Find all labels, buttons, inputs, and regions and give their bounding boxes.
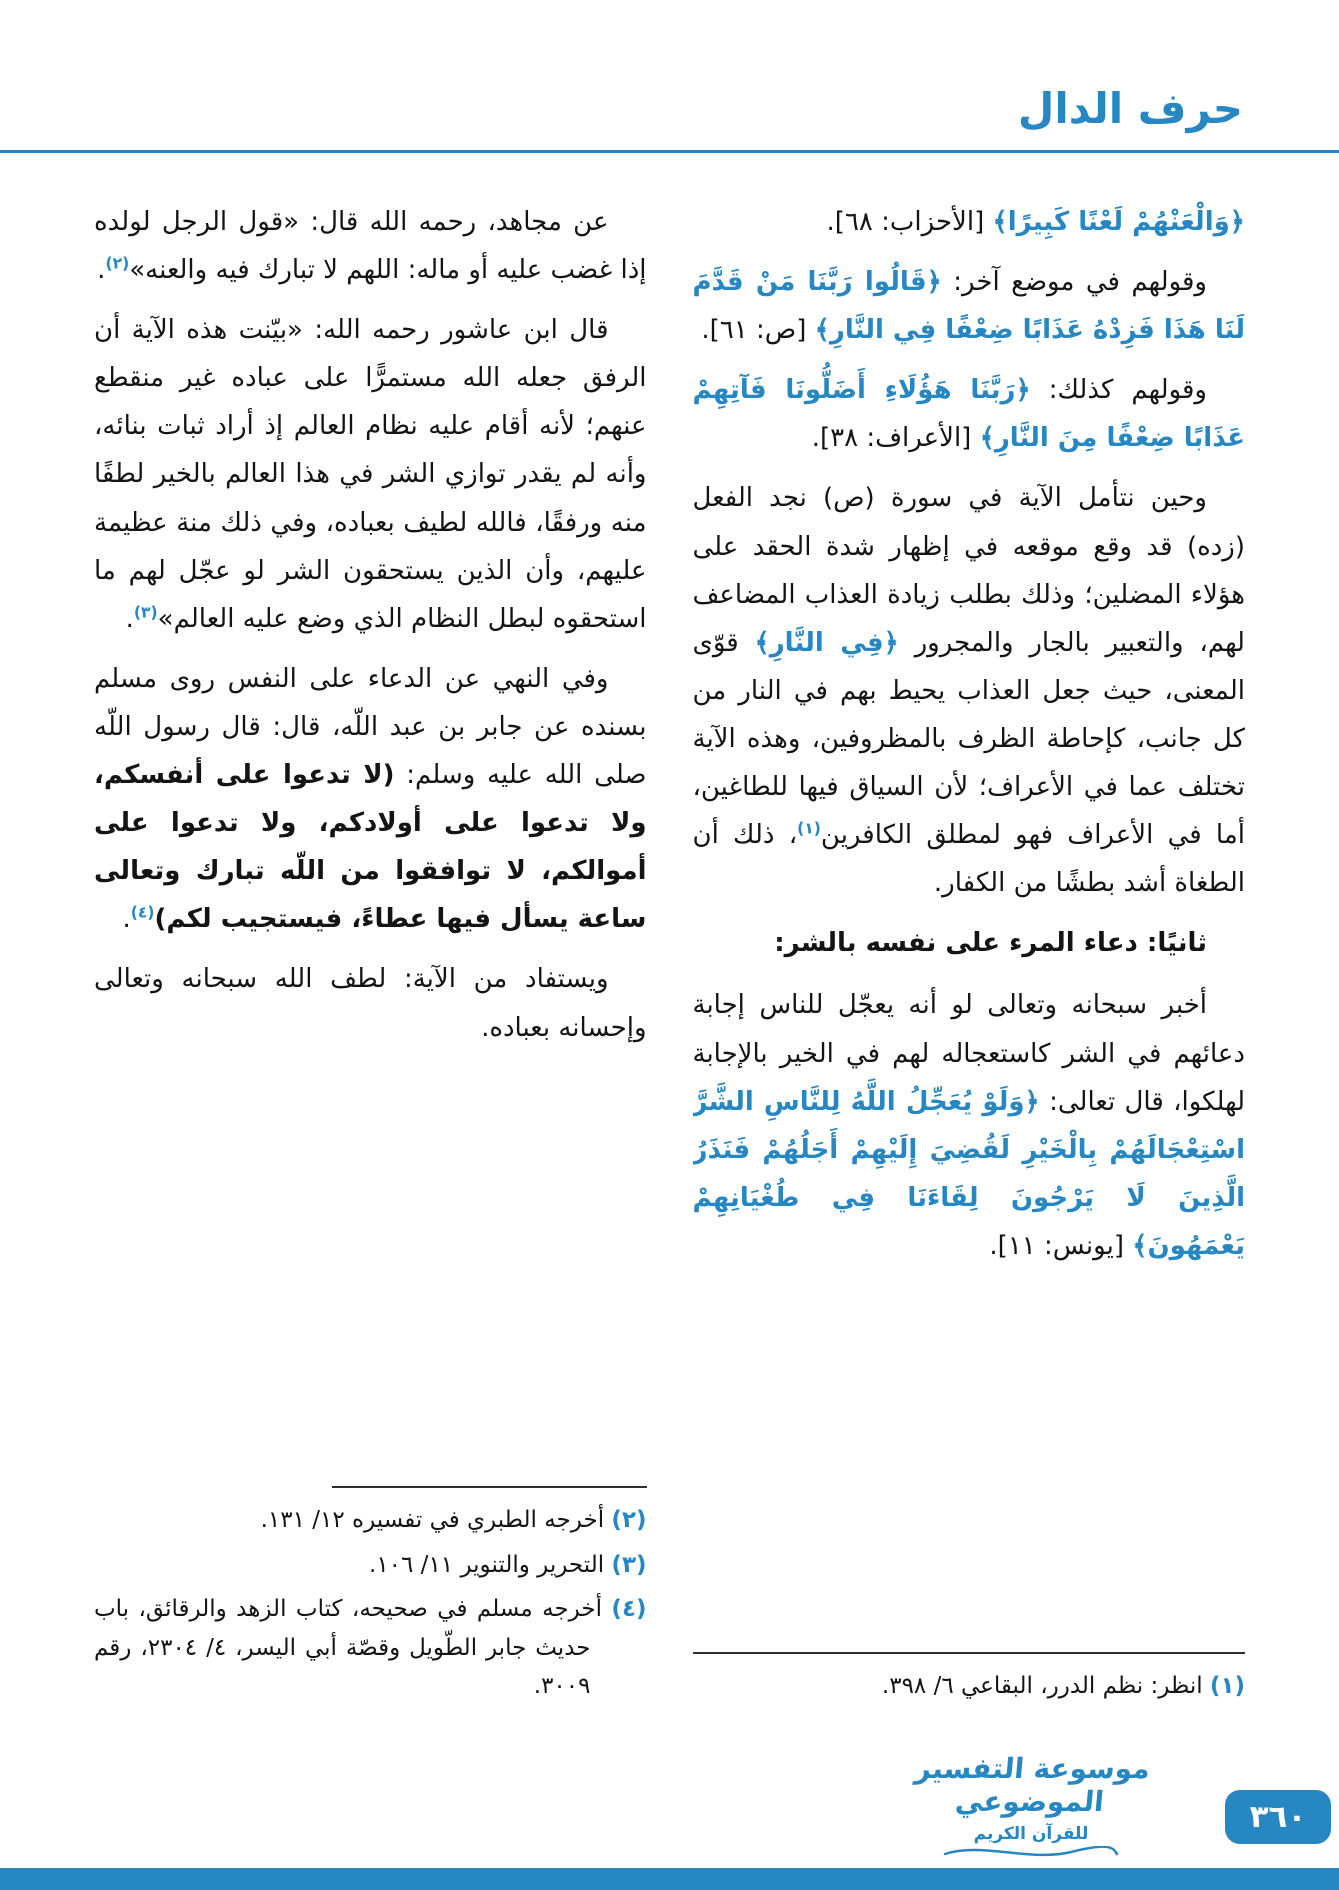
footnote-text: التحرير والتنوير ١١/ ١٠٦.: [369, 1551, 605, 1578]
body-text: .: [122, 904, 131, 935]
footnote-marker: (٣): [611, 1551, 647, 1578]
quran-quote: ﴿وَالْعَنْهُمْ لَعْنًا كَبِيرًا﴾: [992, 207, 1245, 237]
column-left-text: [94, 198, 647, 1064]
paragraph: [94, 655, 647, 944]
body-text: ويستفاد من الآية: لطف الله سبحانه وتعالى وإحسانه بعباده.: [94, 964, 647, 1043]
footnote-text: أخرجه مسلم في صحيحه، كتاب الزهد والرقائق، باب حديث جابر الطّويل وقصّة أبي اليسر، ٤/ ٢٣٠٤، رقم ٣٠٠٩.: [94, 1596, 602, 1700]
paragraph: [693, 366, 1246, 462]
chapter-title: حرف الدال: [1017, 84, 1243, 133]
column-right-footnotes: [693, 1652, 1246, 1712]
body-text: [يونس: ١١].: [989, 1230, 1133, 1261]
footnote: [94, 1546, 647, 1585]
publisher-emblem: [891, 1752, 1171, 1860]
body-text: قوّى المعنى، حيث جعل العذاب يحيط بهم في النار من كل جانب، كإحاطة الظرف بالمظروفين، وهذه الآية تختلف عما في الأعراف؛ لأن السياق فيها للطاغين، أما في الأعراف فهو لمطلق الكافرين: [692, 627, 1245, 851]
paragraph: [693, 198, 1246, 246]
emblem-title: موسوعة التفسير الموضوعي: [913, 1752, 1152, 1818]
footnote: [693, 1667, 1246, 1706]
body-text: .: [125, 603, 134, 634]
emblem-flourish-icon: [941, 1846, 1121, 1860]
paragraph: [94, 955, 647, 1051]
footnote-ref: (٣): [133, 603, 158, 622]
paragraph: [693, 258, 1246, 354]
paragraph: [94, 198, 647, 294]
footnote-text: انظر: نظم الدرر، البقاعي ٦/ ٣٩٨.: [881, 1673, 1203, 1700]
quran-quote: ﴿وَلَوْ يُعَجِّلُ اللَّهُ لِلنَّاسِ الشَّرَّ اسْتِعْجَالَهُمْ بِالْخَيْرِ لَقُضِيَ إِلَيْهِمْ أَجَلُهُمْ فَنَذَرُ الَّذِينَ لَا يَرْجُونَ لِقَاءَنَا فِي طُغْيَانِهِمْ يَعْمَهُونَ﴾: [692, 1086, 1245, 1261]
footnote-ref: (٢): [105, 254, 130, 273]
quran-quote: ﴿فِي النَّارِ﴾: [754, 627, 899, 658]
footnote-ref: (٤): [130, 903, 155, 922]
page-number-badge: ٣٦٠: [1225, 1790, 1331, 1844]
body-text: ، ذلك أن الطغاة أشد بطشًا من الكفار.: [692, 820, 1245, 899]
footnote-rule: [693, 1652, 1246, 1654]
body-text: ثانيًا: دعاء المرء على نفسه بالشر:: [774, 928, 1207, 959]
body-text: أخبر سبحانه وتعالى لو أنه يعجّل للناس إجابة دعائهم في الشر كاستعجاله لهم في الخير بالإجابة لهلكوا، قال تعالى:: [692, 990, 1245, 1117]
header-rule: [0, 150, 1339, 153]
column-right: [693, 198, 1246, 1712]
body-text: [ص: ٦١].: [701, 315, 815, 346]
body-text: وقولهم في موضع آخر:: [941, 267, 1207, 298]
column-left-footnotes: [94, 1486, 647, 1712]
body-text: قال ابن عاشور رحمه الله: «بيّنت هذه الآية أن الرفق جعله الله مستمرًّا على عباده غير منقطع عنهم؛ لأنه أقام عليه نظام العالم إذ أراد ثبات بنائه، وأنه لم يقدر توازي الشر في هذا العالم بالخير لطفًا منه ورفقًا، فالله لطيف بعباده، وفي ذلك منة عظيمة عليهم، وأن الذين يستحقون الشر لو عجّل لهم ما استحقوه لبطل النظام الذي وضع عليه العالم»: [94, 315, 647, 634]
hadith-text: (لا تدعوا على أنفسكم، ولا تدعوا على أولادكم، ولا تدعوا على أموالكم، لا توافقوا من اللّه تبارك وتعالى ساعة يسأل فيها عطاءً، فيستجيب لكم): [94, 760, 647, 935]
body-text: وحين نتأمل الآية في سورة (ص) نجد الفعل (زده) قد وقع موقعه في إظهار شدة الحقد على هؤلاء المضلين؛ وذلك بطلب زيادة العذاب المضاعف لهم، والتعبير بالجار والمجرور: [692, 483, 1245, 658]
quran-quote: ﴿رَبَّنَا هَؤُلَاءِ أَضَلُّونَا فَآتِهِمْ عَذَابًا ضِعْفًا مِنَ النَّارِ﴾: [692, 375, 1245, 454]
body-text: .: [97, 255, 106, 286]
bottom-bar: [0, 1868, 1339, 1890]
footnote-ref: (١): [797, 819, 821, 838]
body-text: [الأحزاب: ٦٨].: [826, 207, 993, 237]
body-text: [الأعراف: ٣٨].: [811, 423, 980, 454]
footnotes-list: [693, 1667, 1246, 1706]
footnotes-list: [94, 1501, 647, 1706]
footnote-rule: [332, 1486, 647, 1488]
quran-quote: ﴿قَالُوا رَبَّنَا مَنْ قَدَّمَ لَنَا هَذَا فَزِدْهُ عَذَابًا ضِعْفًا فِي النَّارِ﴾: [692, 267, 1245, 346]
footnote-marker: (٤): [611, 1596, 647, 1623]
paragraph: [693, 981, 1246, 1270]
body-text: وقولهم كذلك:: [1030, 375, 1207, 406]
body-text: وفي النهي عن الدعاء على النفس روى مسلم بسنده عن جابر بن عبد اللّه، قال: قال رسول اللّه صلى الله عليه وسلم:: [94, 663, 647, 791]
section-heading: [693, 919, 1246, 967]
content-columns: [94, 198, 1245, 1712]
footnote: [94, 1501, 647, 1540]
footnote-marker: (١): [1209, 1673, 1245, 1700]
footnote-marker: (٢): [611, 1506, 647, 1533]
column-left: [94, 198, 647, 1712]
paragraph: [94, 306, 647, 643]
emblem-subtitle: للقرآن الكريم: [973, 1824, 1089, 1844]
footnote-text: أخرجه الطبري في تفسيره ١٢/ ١٣١.: [260, 1506, 605, 1533]
paragraph: [693, 474, 1246, 907]
body-text: عن مجاهد، رحمه الله قال: «قول الرجل لولده إذا غضب عليه أو ماله: اللهم لا تبارك فيه والعنه»: [94, 207, 647, 286]
footnote: [94, 1590, 647, 1706]
column-right-text: [693, 198, 1246, 1282]
